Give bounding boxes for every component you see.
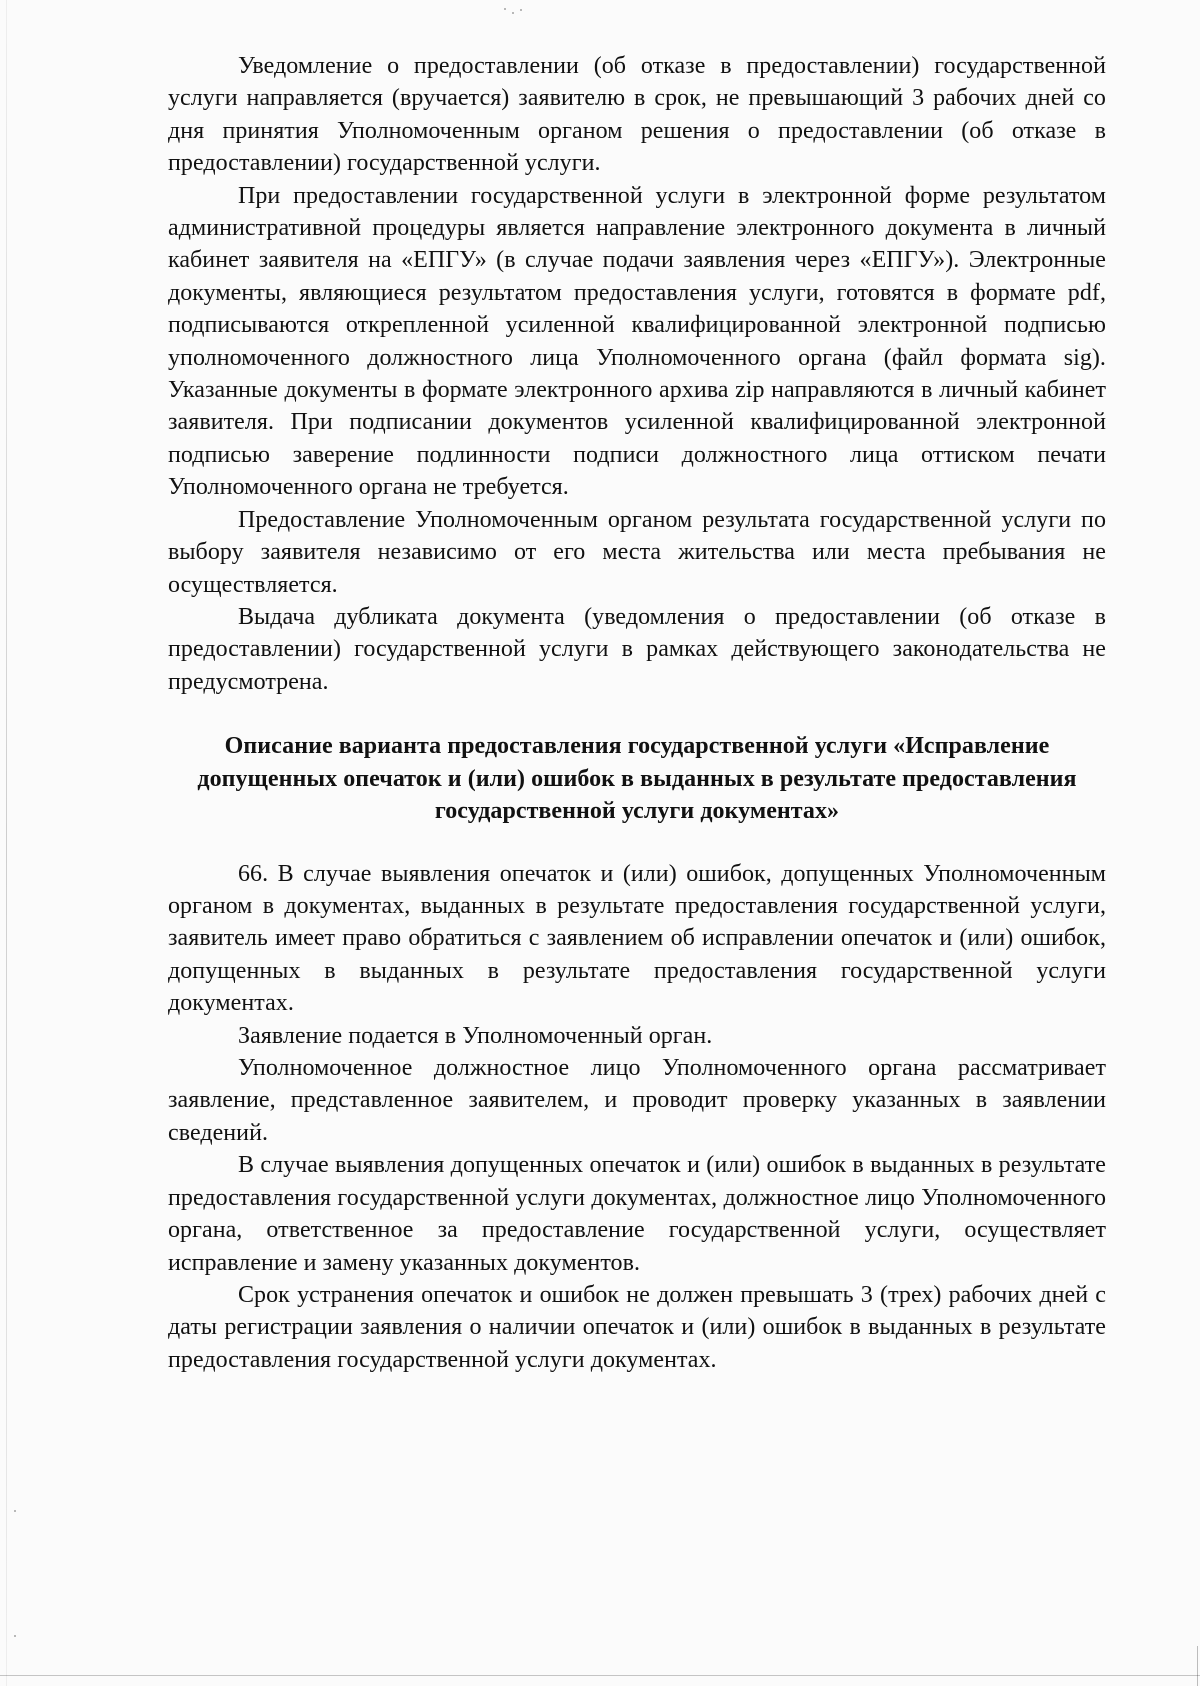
paragraph-66-errors: 66. В случае выявления опечаток и (или) ошибок, допущенных Уполномоченным органом в документах, выданных в результате предоставления государственной услуги, заявитель имеет право обратиться с заявлением об исправлении опечаток и (или) ошибок, допущенных в выданных в результате предоставления государственной услуги документах. <box>168 860 1106 1017</box>
paragraph-extraterritorial: Предоставление Уполномоченным органом результата государственной услуги по выбору заявителя независимо от его места жительства или места пребывания не осуществляется. <box>168 506 1106 598</box>
paragraph-correction: В случае выявления допущенных опечаток и (или) ошибок в выданных в результате предоставления государственной услуги документах, должностное лицо Уполномоченного органа, ответственное за предоставление государственной услуги, осуществляет исправление и замену указанных документов. <box>168 1152 1106 1276</box>
section-heading: Описание варианта предоставления государственной услуги «Исправление допущенных опечаток и (или) ошибок в выданных в результате предоставления государственной услуги документах» <box>197 733 1077 825</box>
scan-speck <box>14 1635 16 1637</box>
paragraph-electronic-result: При предоставлении государственной услуги в электронной форме результатом административной процедуры является направление электронного документа в личный кабинет заявителя на «ЕПГУ» (в случае подачи заявления через «ЕПГУ»). Электронные документы, являющиеся результатом предоставления услуги, готовятся в формате pdf, подписываются открепленной усиленной квалифицированной электронной подписью уполномоченного должностного лица Уполномоченного органа (файл формата sig). Указанные документы в формате электронного архива zip направляются в личный кабинет заявителя. При подписании документов усиленной квалифицированной электронной подписью заверение подлинности подписи должностного лица оттиском печати Уполномоченного органа не требуется. <box>168 182 1106 501</box>
paragraph-correction-deadline: Срок устранения опечаток и ошибок не должен превышать 3 (трех) рабочих дней с даты регистрации заявления о наличии опечаток и (или) ошибок в выданных в результате предоставления государственной услуги документах. <box>168 1281 1106 1373</box>
paragraph-application-submission: Заявление подается в Уполномоченный орган. <box>238 1022 713 1049</box>
scan-speck <box>14 1510 16 1512</box>
paragraph-notification-deadline: Уведомление о предоставлении (об отказе в предоставлении) государственной услуги направляется (вручается) заявителю в срок, не превышающий 3 рабочих дней со дня принятия Уполномоченным органом решения о предоставлении (об отказе в предоставлении) государственной услуги. <box>168 53 1106 177</box>
scan-bottom-edge <box>0 1675 1200 1676</box>
scan-speck <box>520 9 522 11</box>
paragraph-review: Уполномоченное должностное лицо Уполномоченного органа рассматривает заявление, представленное заявителем, и проводит проверку указанных в заявлении сведений. <box>168 1055 1106 1146</box>
document-body <box>168 50 1106 1376</box>
scan-speck <box>512 12 514 14</box>
scan-speck <box>504 8 506 10</box>
scan-right-edge <box>1197 1646 1198 1686</box>
scan-left-edge <box>6 0 7 1686</box>
paragraph-duplicate: Выдача дубликата документа (уведомления о предоставлении (об отказе в предоставлении) государственной услуги в рамках действующего законодательства не предусмотрена. <box>168 603 1106 695</box>
